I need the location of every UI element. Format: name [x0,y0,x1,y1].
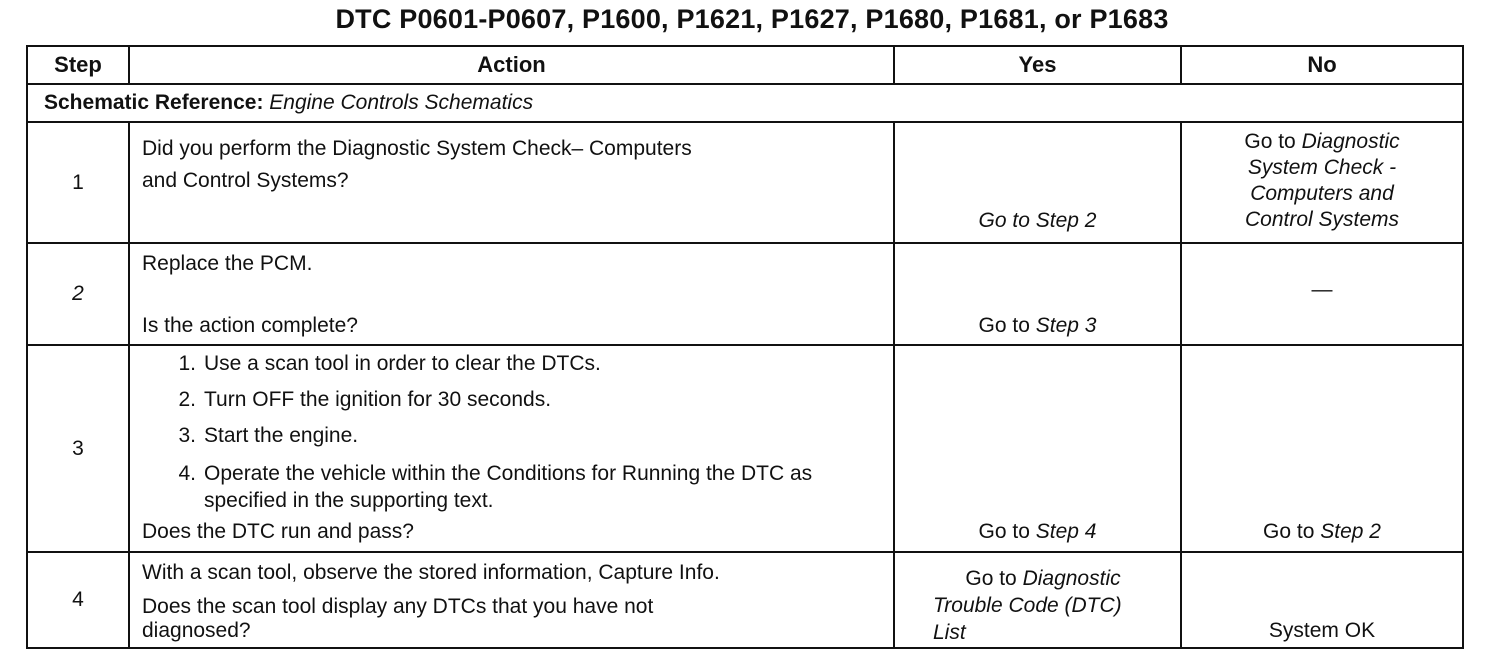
yes-cell [894,243,1181,345]
table-row [27,243,1463,345]
yes-cell [894,552,1181,648]
schematic-reference-value: Engine Controls Schematics [269,91,534,114]
action-line: With a scan tool, observe the stored information, Capture Info. [142,561,720,584]
action-line: Does the scan tool display any DTCs that you have not [142,595,654,618]
action-line: diagnosed? [142,619,251,642]
step-number: 3 [27,345,129,552]
no-cell [1181,552,1463,648]
no-cell [1181,345,1463,552]
action-cell [129,552,894,648]
action-cell [129,345,894,552]
yes-text: Go to Diagnostic Trouble Code (DTC) List [933,567,1122,644]
page-title: DTC P0601-P0607, P1600, P1621, P1627, P1680, P1681, or P1683 [335,4,1169,34]
no-text: System OK [1268,619,1376,642]
schematic-reference [27,84,1463,122]
yes-cell [894,122,1181,243]
action-line: and Control Systems? [142,169,349,192]
diagnostic-table [26,45,1464,649]
action-cell [129,243,894,345]
table-row [27,552,1463,648]
table-row [27,122,1463,243]
step-number: 1 [27,122,129,243]
table-row [27,345,1463,552]
list-item: 4. Operate the vehicle within the Conditions for Running the DTC as specified in the supporting text. [178,462,813,512]
action-cell [129,122,894,243]
yes-cell [894,345,1181,552]
schematic-reference-label: Schematic Reference: [44,91,264,114]
action-question: Does the DTC run and pass? [142,520,414,543]
action-line: Replace the PCM. [142,252,313,275]
step-number: 2 [27,243,129,345]
list-item: 3. Start the engine. [178,424,359,447]
no-text: — [1311,278,1333,301]
yes-text: Go to Step 2 [978,209,1097,232]
header-no: No [1181,46,1463,84]
yes-text: Go to Step 3 [978,314,1097,337]
no-text: Go to Diagnostic System Check - Computers and Control Systems [1244,130,1400,231]
list-item: 2. Turn OFF the ignition for 30 seconds. [178,388,552,411]
header-row [27,46,1463,84]
yes-text: Go to Step 4 [978,520,1097,543]
action-line: Did you perform the Diagnostic System Check– Computers [142,137,692,160]
no-cell [1181,243,1463,345]
action-line: Is the action complete? [142,314,358,337]
header-yes: Yes [894,46,1181,84]
header-step: Step [27,46,129,84]
no-text: Go to Step 2 [1263,520,1381,543]
step-number: 4 [27,552,129,648]
schematic-reference-row [27,84,1463,122]
list-item: 1. Use a scan tool in order to clear the DTCs. [178,352,601,375]
no-cell [1181,122,1463,243]
header-action: Action [129,46,894,84]
